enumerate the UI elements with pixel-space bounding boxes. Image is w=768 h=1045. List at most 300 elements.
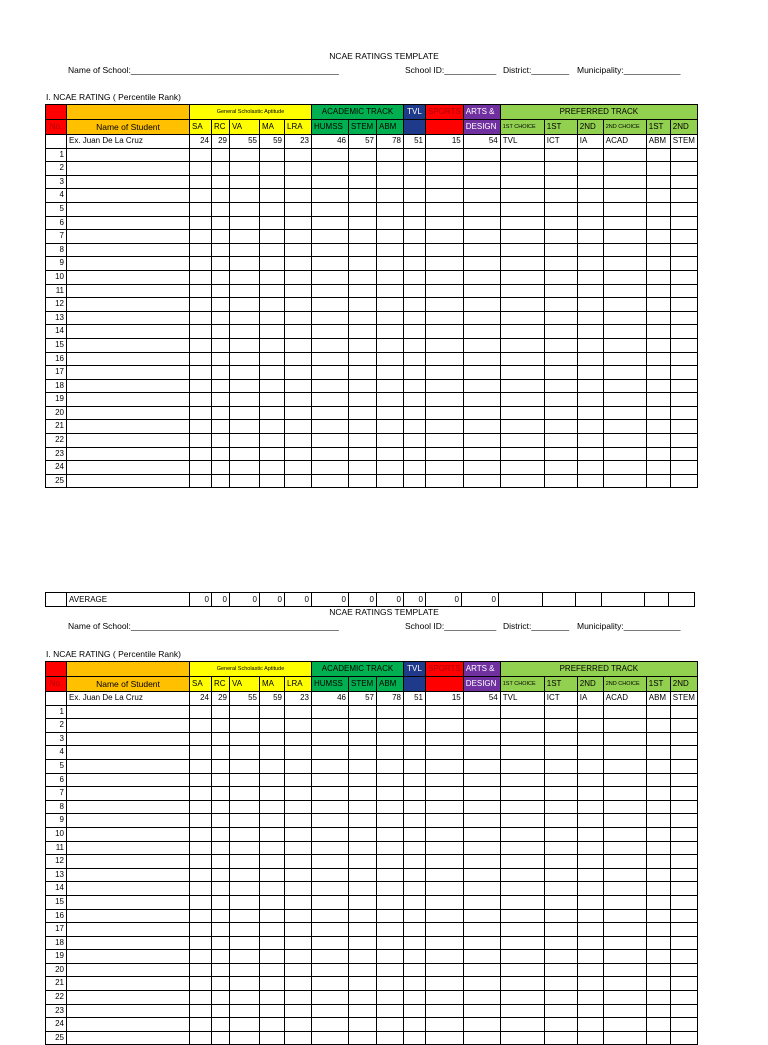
input-cell[interactable] <box>260 406 285 420</box>
input-cell[interactable] <box>646 963 670 977</box>
input-cell[interactable] <box>646 950 670 964</box>
input-cell[interactable] <box>312 841 349 855</box>
input-cell[interactable] <box>212 243 230 257</box>
input-cell[interactable] <box>312 732 349 746</box>
input-cell[interactable] <box>312 175 349 189</box>
input-cell[interactable] <box>260 434 285 448</box>
input-cell[interactable] <box>312 868 349 882</box>
input-cell[interactable] <box>670 257 697 271</box>
input-cell[interactable] <box>426 841 464 855</box>
input-cell[interactable] <box>285 705 312 719</box>
input-cell[interactable] <box>377 406 404 420</box>
input-cell[interactable] <box>285 298 312 312</box>
input-cell[interactable] <box>577 270 603 284</box>
input-cell[interactable] <box>670 923 697 937</box>
input-cell[interactable] <box>67 474 190 488</box>
input-cell[interactable] <box>646 230 670 244</box>
input-cell[interactable] <box>260 284 285 298</box>
input-cell[interactable] <box>646 284 670 298</box>
input-cell[interactable] <box>260 311 285 325</box>
input-cell[interactable] <box>670 1004 697 1018</box>
input-cell[interactable] <box>603 950 646 964</box>
input-cell[interactable] <box>544 909 577 923</box>
input-cell[interactable] <box>670 977 697 991</box>
input-cell[interactable] <box>377 298 404 312</box>
input-cell[interactable] <box>212 257 230 271</box>
input-cell[interactable] <box>377 325 404 339</box>
input-cell[interactable] <box>544 868 577 882</box>
input-cell[interactable] <box>212 963 230 977</box>
input-cell[interactable] <box>603 759 646 773</box>
input-cell[interactable] <box>377 746 404 760</box>
input-cell[interactable] <box>67 950 190 964</box>
input-cell[interactable] <box>230 1004 260 1018</box>
input-cell[interactable] <box>260 868 285 882</box>
input-cell[interactable] <box>646 338 670 352</box>
input-cell[interactable] <box>190 257 212 271</box>
input-cell[interactable] <box>404 936 426 950</box>
input-cell[interactable] <box>190 855 212 869</box>
input-cell[interactable] <box>377 447 404 461</box>
input-cell[interactable] <box>312 366 349 380</box>
input-cell[interactable] <box>312 420 349 434</box>
input-cell[interactable] <box>377 270 404 284</box>
input-cell[interactable] <box>285 202 312 216</box>
input-cell[interactable] <box>670 746 697 760</box>
input-cell[interactable] <box>349 923 377 937</box>
input-cell[interactable] <box>230 1018 260 1032</box>
input-cell[interactable] <box>646 257 670 271</box>
input-cell[interactable] <box>670 148 697 162</box>
input-cell[interactable] <box>577 855 603 869</box>
input-cell[interactable] <box>646 1031 670 1045</box>
input-cell[interactable] <box>426 746 464 760</box>
input-cell[interactable] <box>670 963 697 977</box>
input-cell[interactable] <box>577 216 603 230</box>
input-cell[interactable] <box>603 461 646 475</box>
input-cell[interactable] <box>285 773 312 787</box>
input-cell[interactable] <box>190 325 212 339</box>
input-cell[interactable] <box>285 406 312 420</box>
input-cell[interactable] <box>212 868 230 882</box>
input-cell[interactable] <box>404 257 426 271</box>
input-cell[interactable] <box>500 243 544 257</box>
input-cell[interactable] <box>404 800 426 814</box>
input-cell[interactable] <box>349 800 377 814</box>
input-cell[interactable] <box>404 189 426 203</box>
input-cell[interactable] <box>377 1018 404 1032</box>
input-cell[interactable] <box>646 447 670 461</box>
input-cell[interactable] <box>349 298 377 312</box>
input-cell[interactable] <box>212 189 230 203</box>
input-cell[interactable] <box>230 719 260 733</box>
input-cell[interactable] <box>212 950 230 964</box>
input-cell[interactable] <box>500 827 544 841</box>
input-cell[interactable] <box>500 800 544 814</box>
input-cell[interactable] <box>426 284 464 298</box>
input-cell[interactable] <box>670 855 697 869</box>
input-cell[interactable] <box>312 311 349 325</box>
input-cell[interactable] <box>544 202 577 216</box>
input-cell[interactable] <box>349 148 377 162</box>
input-cell[interactable] <box>544 814 577 828</box>
input-cell[interactable] <box>230 311 260 325</box>
input-cell[interactable] <box>230 909 260 923</box>
input-cell[interactable] <box>544 991 577 1005</box>
input-cell[interactable] <box>285 800 312 814</box>
input-cell[interactable] <box>190 759 212 773</box>
input-cell[interactable] <box>212 202 230 216</box>
input-cell[interactable] <box>190 474 212 488</box>
input-cell[interactable] <box>544 352 577 366</box>
input-cell[interactable] <box>312 338 349 352</box>
input-cell[interactable] <box>426 175 464 189</box>
input-cell[interactable] <box>404 270 426 284</box>
input-cell[interactable] <box>463 923 500 937</box>
input-cell[interactable] <box>646 1018 670 1032</box>
input-cell[interactable] <box>426 882 464 896</box>
input-cell[interactable] <box>260 298 285 312</box>
input-cell[interactable] <box>190 311 212 325</box>
input-cell[interactable] <box>463 773 500 787</box>
input-cell[interactable] <box>349 230 377 244</box>
input-cell[interactable] <box>349 950 377 964</box>
input-cell[interactable] <box>260 162 285 176</box>
input-cell[interactable] <box>577 895 603 909</box>
input-cell[interactable] <box>463 855 500 869</box>
input-cell[interactable] <box>577 759 603 773</box>
input-cell[interactable] <box>603 1031 646 1045</box>
input-cell[interactable] <box>377 923 404 937</box>
input-cell[interactable] <box>67 420 190 434</box>
input-cell[interactable] <box>426 1004 464 1018</box>
input-cell[interactable] <box>670 719 697 733</box>
input-cell[interactable] <box>67 447 190 461</box>
input-cell[interactable] <box>212 379 230 393</box>
input-cell[interactable] <box>67 352 190 366</box>
input-cell[interactable] <box>67 461 190 475</box>
input-cell[interactable] <box>463 393 500 407</box>
input-cell[interactable] <box>67 393 190 407</box>
input-cell[interactable] <box>377 366 404 380</box>
input-cell[interactable] <box>67 243 190 257</box>
input-cell[interactable] <box>212 311 230 325</box>
input-cell[interactable] <box>646 366 670 380</box>
input-cell[interactable] <box>404 311 426 325</box>
input-cell[interactable] <box>463 814 500 828</box>
input-cell[interactable] <box>377 868 404 882</box>
input-cell[interactable] <box>603 230 646 244</box>
input-cell[interactable] <box>230 447 260 461</box>
input-cell[interactable] <box>646 379 670 393</box>
input-cell[interactable] <box>349 746 377 760</box>
input-cell[interactable] <box>426 1018 464 1032</box>
input-cell[interactable] <box>349 270 377 284</box>
input-cell[interactable] <box>312 298 349 312</box>
input-cell[interactable] <box>212 175 230 189</box>
input-cell[interactable] <box>426 216 464 230</box>
input-cell[interactable] <box>312 1031 349 1045</box>
input-cell[interactable] <box>190 1031 212 1045</box>
input-cell[interactable] <box>67 882 190 896</box>
input-cell[interactable] <box>377 379 404 393</box>
input-cell[interactable] <box>500 719 544 733</box>
district-field[interactable]: District:________ <box>503 621 570 631</box>
input-cell[interactable] <box>500 393 544 407</box>
input-cell[interactable] <box>670 352 697 366</box>
input-cell[interactable] <box>426 909 464 923</box>
input-cell[interactable] <box>670 895 697 909</box>
input-cell[interactable] <box>463 270 500 284</box>
input-cell[interactable] <box>426 732 464 746</box>
input-cell[interactable] <box>349 719 377 733</box>
input-cell[interactable] <box>603 936 646 950</box>
input-cell[interactable] <box>577 162 603 176</box>
input-cell[interactable] <box>544 311 577 325</box>
input-cell[interactable] <box>544 950 577 964</box>
input-cell[interactable] <box>426 705 464 719</box>
input-cell[interactable] <box>577 977 603 991</box>
input-cell[interactable] <box>646 841 670 855</box>
input-cell[interactable] <box>544 895 577 909</box>
input-cell[interactable] <box>544 379 577 393</box>
input-cell[interactable] <box>190 366 212 380</box>
input-cell[interactable] <box>349 759 377 773</box>
input-cell[interactable] <box>377 230 404 244</box>
input-cell[interactable] <box>670 827 697 841</box>
input-cell[interactable] <box>404 393 426 407</box>
input-cell[interactable] <box>603 420 646 434</box>
input-cell[interactable] <box>377 732 404 746</box>
input-cell[interactable] <box>500 175 544 189</box>
input-cell[interactable] <box>349 827 377 841</box>
input-cell[interactable] <box>377 461 404 475</box>
input-cell[interactable] <box>230 284 260 298</box>
input-cell[interactable] <box>603 311 646 325</box>
input-cell[interactable] <box>404 366 426 380</box>
input-cell[interactable] <box>285 963 312 977</box>
input-cell[interactable] <box>349 379 377 393</box>
input-cell[interactable] <box>577 189 603 203</box>
input-cell[interactable] <box>603 991 646 1005</box>
input-cell[interactable] <box>212 406 230 420</box>
input-cell[interactable] <box>67 338 190 352</box>
input-cell[interactable] <box>463 882 500 896</box>
input-cell[interactable] <box>67 991 190 1005</box>
input-cell[interactable] <box>500 977 544 991</box>
input-cell[interactable] <box>646 352 670 366</box>
input-cell[interactable] <box>190 977 212 991</box>
input-cell[interactable] <box>603 855 646 869</box>
input-cell[interactable] <box>377 393 404 407</box>
input-cell[interactable] <box>500 325 544 339</box>
input-cell[interactable] <box>377 855 404 869</box>
input-cell[interactable] <box>646 434 670 448</box>
input-cell[interactable] <box>230 950 260 964</box>
input-cell[interactable] <box>285 175 312 189</box>
input-cell[interactable] <box>285 855 312 869</box>
input-cell[interactable] <box>646 773 670 787</box>
input-cell[interactable] <box>377 257 404 271</box>
input-cell[interactable] <box>377 800 404 814</box>
input-cell[interactable] <box>544 719 577 733</box>
input-cell[interactable] <box>67 827 190 841</box>
input-cell[interactable] <box>349 202 377 216</box>
input-cell[interactable] <box>670 732 697 746</box>
input-cell[interactable] <box>230 1031 260 1045</box>
input-cell[interactable] <box>463 1018 500 1032</box>
input-cell[interactable] <box>285 895 312 909</box>
input-cell[interactable] <box>404 895 426 909</box>
input-cell[interactable] <box>426 162 464 176</box>
input-cell[interactable] <box>212 434 230 448</box>
input-cell[interactable] <box>544 1018 577 1032</box>
input-cell[interactable] <box>670 800 697 814</box>
input-cell[interactable] <box>285 814 312 828</box>
input-cell[interactable] <box>67 746 190 760</box>
input-cell[interactable] <box>646 1004 670 1018</box>
input-cell[interactable] <box>190 787 212 801</box>
input-cell[interactable] <box>67 162 190 176</box>
input-cell[interactable] <box>544 855 577 869</box>
input-cell[interactable] <box>463 298 500 312</box>
input-cell[interactable] <box>500 338 544 352</box>
input-cell[interactable] <box>577 325 603 339</box>
input-cell[interactable] <box>67 406 190 420</box>
input-cell[interactable] <box>190 298 212 312</box>
input-cell[interactable] <box>463 977 500 991</box>
input-cell[interactable] <box>260 1004 285 1018</box>
input-cell[interactable] <box>230 773 260 787</box>
input-cell[interactable] <box>190 189 212 203</box>
input-cell[interactable] <box>260 175 285 189</box>
school-id-field[interactable]: School ID:___________ <box>405 621 497 631</box>
input-cell[interactable] <box>646 936 670 950</box>
input-cell[interactable] <box>670 759 697 773</box>
input-cell[interactable] <box>349 936 377 950</box>
input-cell[interactable] <box>260 732 285 746</box>
input-cell[interactable] <box>670 773 697 787</box>
input-cell[interactable] <box>603 298 646 312</box>
input-cell[interactable] <box>544 841 577 855</box>
input-cell[interactable] <box>230 325 260 339</box>
input-cell[interactable] <box>646 909 670 923</box>
input-cell[interactable] <box>426 855 464 869</box>
input-cell[interactable] <box>230 474 260 488</box>
input-cell[interactable] <box>190 393 212 407</box>
input-cell[interactable] <box>260 447 285 461</box>
input-cell[interactable] <box>603 175 646 189</box>
input-cell[interactable] <box>603 827 646 841</box>
input-cell[interactable] <box>260 705 285 719</box>
input-cell[interactable] <box>544 732 577 746</box>
input-cell[interactable] <box>544 393 577 407</box>
input-cell[interactable] <box>603 963 646 977</box>
input-cell[interactable] <box>603 895 646 909</box>
input-cell[interactable] <box>377 719 404 733</box>
input-cell[interactable] <box>404 719 426 733</box>
input-cell[interactable] <box>67 814 190 828</box>
input-cell[interactable] <box>212 732 230 746</box>
input-cell[interactable] <box>646 325 670 339</box>
input-cell[interactable] <box>500 311 544 325</box>
input-cell[interactable] <box>67 202 190 216</box>
input-cell[interactable] <box>212 338 230 352</box>
input-cell[interactable] <box>603 434 646 448</box>
input-cell[interactable] <box>577 991 603 1005</box>
input-cell[interactable] <box>577 379 603 393</box>
input-cell[interactable] <box>646 216 670 230</box>
input-cell[interactable] <box>646 189 670 203</box>
input-cell[interactable] <box>230 977 260 991</box>
input-cell[interactable] <box>349 257 377 271</box>
input-cell[interactable] <box>312 963 349 977</box>
input-cell[interactable] <box>603 868 646 882</box>
input-cell[interactable] <box>500 270 544 284</box>
input-cell[interactable] <box>312 474 349 488</box>
input-cell[interactable] <box>260 379 285 393</box>
input-cell[interactable] <box>577 474 603 488</box>
input-cell[interactable] <box>212 923 230 937</box>
input-cell[interactable] <box>260 1018 285 1032</box>
input-cell[interactable] <box>670 379 697 393</box>
input-cell[interactable] <box>603 719 646 733</box>
input-cell[interactable] <box>67 1018 190 1032</box>
input-cell[interactable] <box>312 461 349 475</box>
input-cell[interactable] <box>230 759 260 773</box>
input-cell[interactable] <box>212 855 230 869</box>
input-cell[interactable] <box>312 1018 349 1032</box>
input-cell[interactable] <box>426 366 464 380</box>
input-cell[interactable] <box>190 800 212 814</box>
input-cell[interactable] <box>230 162 260 176</box>
input-cell[interactable] <box>500 705 544 719</box>
input-cell[interactable] <box>312 148 349 162</box>
input-cell[interactable] <box>426 257 464 271</box>
input-cell[interactable] <box>212 759 230 773</box>
input-cell[interactable] <box>500 909 544 923</box>
input-cell[interactable] <box>212 352 230 366</box>
input-cell[interactable] <box>603 1004 646 1018</box>
input-cell[interactable] <box>230 270 260 284</box>
input-cell[interactable] <box>190 420 212 434</box>
input-cell[interactable] <box>577 175 603 189</box>
input-cell[interactable] <box>377 216 404 230</box>
input-cell[interactable] <box>426 800 464 814</box>
input-cell[interactable] <box>312 827 349 841</box>
input-cell[interactable] <box>577 868 603 882</box>
input-cell[interactable] <box>285 759 312 773</box>
input-cell[interactable] <box>500 189 544 203</box>
input-cell[interactable] <box>646 461 670 475</box>
input-cell[interactable] <box>377 882 404 896</box>
input-cell[interactable] <box>670 284 697 298</box>
input-cell[interactable] <box>500 216 544 230</box>
input-cell[interactable] <box>349 841 377 855</box>
input-cell[interactable] <box>500 814 544 828</box>
input-cell[interactable] <box>404 202 426 216</box>
input-cell[interactable] <box>577 841 603 855</box>
input-cell[interactable] <box>67 1004 190 1018</box>
input-cell[interactable] <box>260 882 285 896</box>
input-cell[interactable] <box>260 719 285 733</box>
input-cell[interactable] <box>646 406 670 420</box>
input-cell[interactable] <box>285 447 312 461</box>
input-cell[interactable] <box>190 162 212 176</box>
input-cell[interactable] <box>404 923 426 937</box>
input-cell[interactable] <box>463 787 500 801</box>
input-cell[interactable] <box>377 759 404 773</box>
